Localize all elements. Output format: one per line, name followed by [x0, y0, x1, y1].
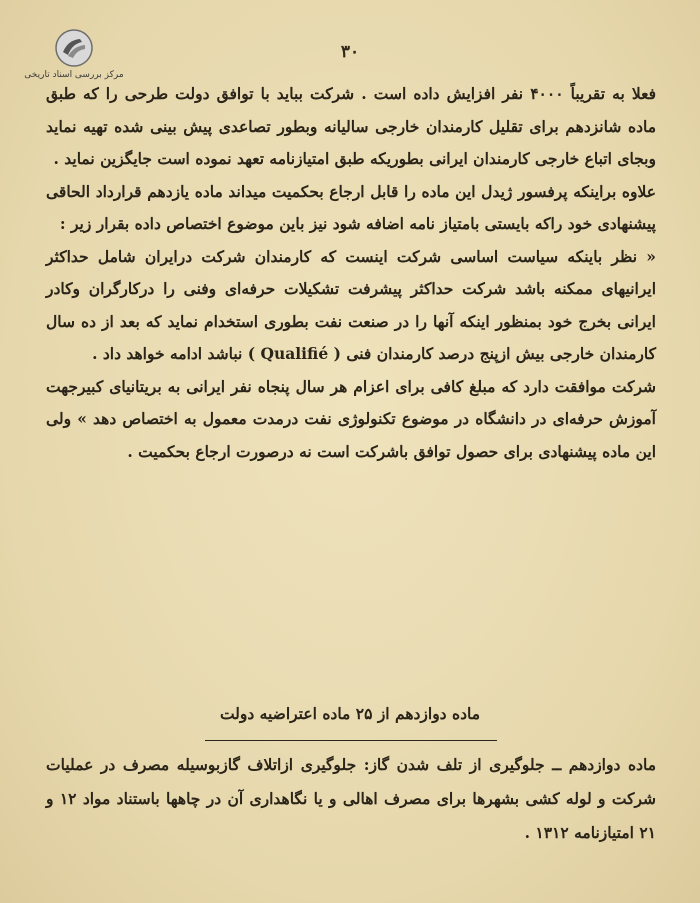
section-heading: ماده دوازدهم از ۲۵ ماده اعتراضیه دولت — [219, 704, 481, 723]
heading-underline — [205, 740, 497, 741]
paragraph: فعلا به تقریباً ۴۰۰۰ نفر افزایش داده است . شرکت بباید با توافق دولت طرحی را که طبق ماده شانزدهم برای تقلیل کارمندان خارجی سالیانه وبطور تصاعدی پیش بینی شده تهیه نماید وبجای اتباع خارجی کارمندان ایرانی بطوریکه طبق امتیازنامه تعهد نموده است جایگزین نماید . — [46, 84, 656, 168]
paragraph: علاوه براینکه پرفسور ژیدل این ماده را قابل ارجاع بحکمیت میداند ماده یازدهم قرارداد الحاقی پیشنهادی خود راکه بایستی بامتیاز نامه اضافه شود نیز باین موضوع اختصاص داده بقرار زیر : — [46, 181, 656, 233]
article-text — [46, 748, 656, 850]
body-text — [46, 78, 656, 468]
page-number: ۳۰ — [340, 42, 360, 62]
logo-caption: مرکز بررسی اسناد تاریخی — [24, 70, 124, 80]
paragraph: « نظر باینکه سیاست اساسی شرکت اینست که کارمندان شرکت درایران شامل حداکثر ایرانیهای ممکنه باشد شرکت حداکثر پیشرفت تشکیلات حرفه‌ای وفنی را درکارگران وکادر ایرانی بخرج خود بمنظور اینکه آنها را در صنعت نفت بطوری استخدام نماید که بعد از ده سال کارمندان خارجی بیش ازپنج درصد کارمندان فنی ( Qualifié ) نباشد ادامه خواهد داد . — [46, 246, 656, 363]
paragraph: ماده دوازدهم ــ جلوگیری از تلف شدن گاز: جلوگیری ازاتلاف گازبوسیله مصرف در عملیات شرکت و لوله کشی بشهرها برای مصرف اهالی و یا نگاهداری آن در چاهها باستناد مواد ۱۲ و ۲۱ امتیازنامه ۱۳۱۲ . — [46, 755, 656, 842]
paragraph: شرکت موافقت دارد که مبلغ کافی برای اعزام هر سال پنجاه نفر ایرانی به بریتانیای کبیرجهت آموزش حرفه‌ای در دانشگاه در موضوع تکنولوژی نفت درمدت معمول به اختصاص دهد » ولی این ماده پیشنهادی برای حصول توافق باشرکت است نه درصورت ارجاع بحکمیت . — [46, 376, 656, 461]
book-emblem-icon — [54, 28, 94, 68]
